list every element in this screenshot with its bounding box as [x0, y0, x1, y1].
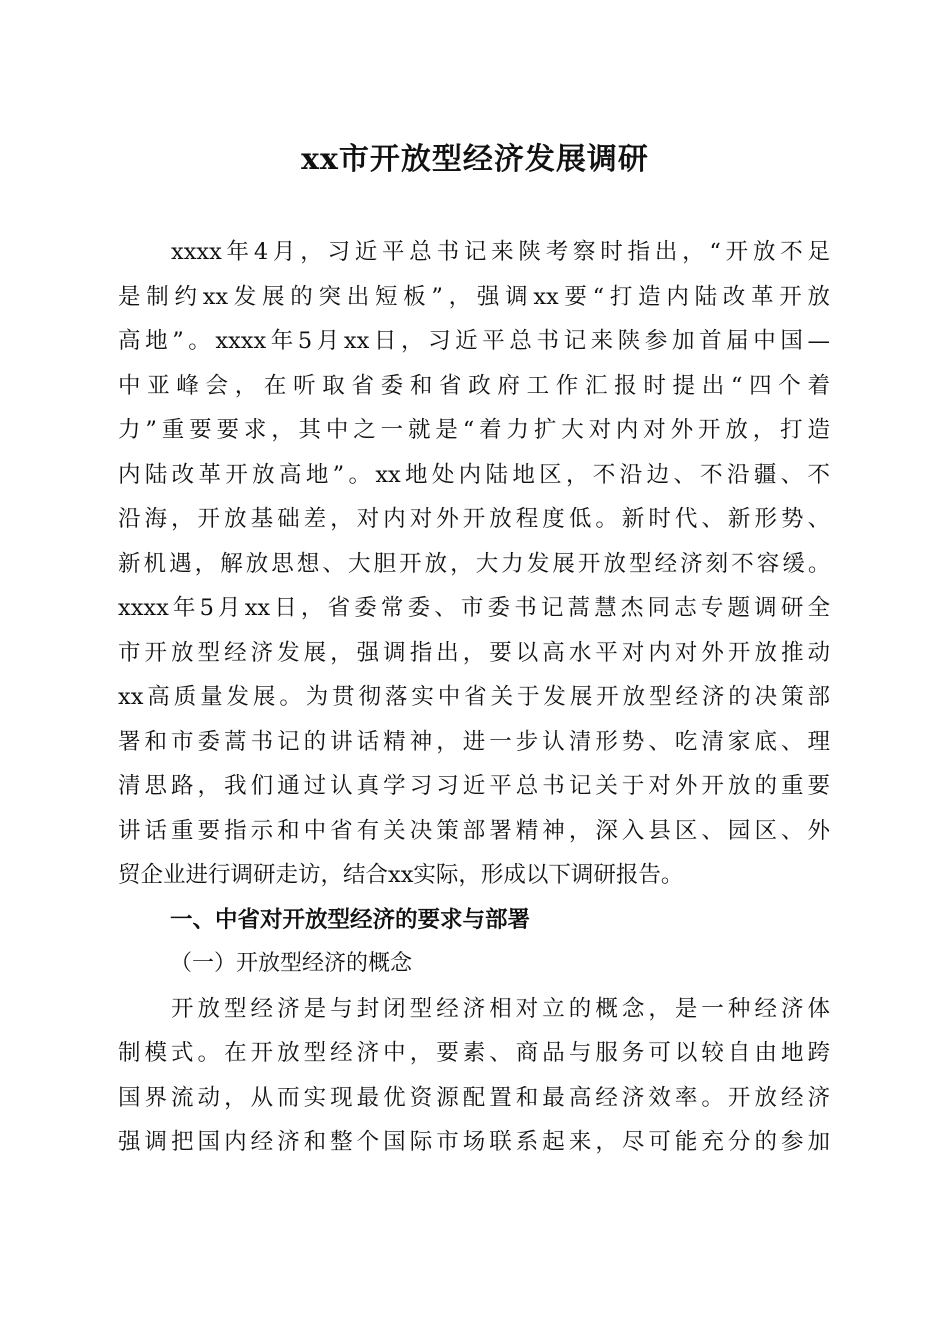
document-title: xx市开放型经济发展调研	[301, 142, 649, 177]
document-body	[118, 230, 830, 1165]
paragraph-line: 清思路，我们通过认真学习习近平总书记关于对外开放的重要	[118, 773, 830, 799]
paragraph-line: 沿海，开放基础差，对内对外开放程度低。新时代、新形势、	[118, 506, 830, 532]
intro-paragraph	[118, 230, 830, 898]
paragraph-line: 贸企业进行调研走访，结合xx实际，形成以下调研报告。	[118, 862, 684, 888]
paragraph-line: 内陆改革开放高地”。xx地处内陆地区，不沿边、不沿疆、不	[118, 461, 830, 488]
paragraph-line: xxxx年5月xx日，省委常委、市委书记蒿慧杰同志专题调研全	[118, 595, 830, 621]
subsection-heading: （一）开放型经济的概念	[170, 951, 413, 976]
paragraph-line: 是制约xx发展的突出短板”，强调xx要“打造内陆改革开放	[118, 283, 830, 310]
section-heading: 一、中省对开放型经济的要求与部署	[170, 906, 531, 933]
paragraph-line: 强调把国内经济和整个国际市场联系起来，尽可能充分的参加	[118, 1129, 830, 1155]
paragraph-line: 国界流动，从而实现最优资源配置和最高经济效率。开放经济	[118, 1084, 830, 1111]
paragraph-line: 力”重要要求，其中之一就是“着力扩大对内对外开放，打造	[118, 417, 830, 443]
paragraph-line: 高地”。xxxx年5月xx日，习近平总书记来陕参加首届中国—	[118, 328, 830, 354]
paragraph-line: 新机遇，解放思想、大胆开放，大力发展开放型经济刻不容缓。	[118, 550, 830, 577]
paragraph-line: xxxx年4月，习近平总书记来陕考察时指出，“开放不足	[171, 239, 830, 265]
paragraph-line: 开放型经济是与封闭型经济相对立的概念，是一种经济体	[171, 995, 830, 1022]
paragraph-line: 市开放型经济发展，强调指出，要以高水平对内对外开放推动	[118, 639, 830, 666]
concept-paragraph	[118, 987, 830, 1165]
paragraph-line: 制模式。在开放型经济中，要素、商品与服务可以较自由地跨	[118, 1040, 830, 1066]
paragraph-line: 讲话重要指示和中省有关决策部署精神，深入县区、园区、外	[118, 817, 830, 844]
paragraph-line: 中亚峰会，在听取省委和省政府工作汇报时提出“四个着	[118, 372, 830, 399]
paragraph-line: xx高质量发展。为贯彻落实中省关于发展开放型经济的决策部	[118, 684, 830, 710]
paragraph-line: 署和市委蒿书记的讲话精神，进一步认清形势、吃清家底、理	[118, 728, 830, 755]
